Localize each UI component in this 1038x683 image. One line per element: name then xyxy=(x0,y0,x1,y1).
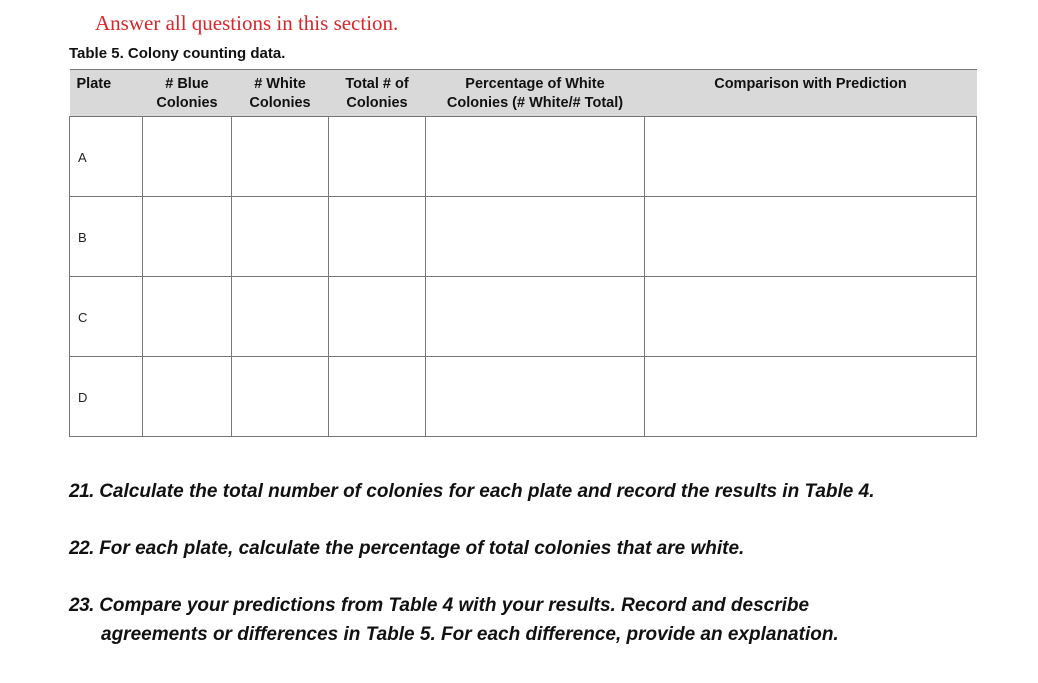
header-percentage-white xyxy=(426,70,645,117)
total-colonies-cell[interactable] xyxy=(329,197,426,277)
table-row xyxy=(70,277,977,357)
header-total-line1: Total # of xyxy=(345,76,409,92)
table-row xyxy=(70,357,977,437)
total-colonies-cell[interactable] xyxy=(329,357,426,437)
comparison-cell[interactable] xyxy=(645,117,977,197)
blue-colonies-cell[interactable] xyxy=(143,277,232,357)
question-number: 22. xyxy=(69,538,94,559)
header-blue-line2: Colonies xyxy=(156,95,218,111)
blue-colonies-cell[interactable] xyxy=(143,117,232,197)
header-total-line2: Colonies xyxy=(346,95,408,111)
header-blue-colonies xyxy=(143,70,232,117)
plate-label-cell: B xyxy=(70,197,143,277)
comparison-cell[interactable] xyxy=(645,357,977,437)
question-21 xyxy=(69,477,875,506)
header-plate xyxy=(70,70,143,117)
total-colonies-cell[interactable] xyxy=(329,117,426,197)
percentage-white-cell[interactable] xyxy=(426,357,645,437)
header-percentage-line1: Percentage of White xyxy=(465,76,605,92)
header-total-colonies xyxy=(329,70,426,117)
percentage-white-cell[interactable] xyxy=(426,277,645,357)
question-number: 23. xyxy=(69,595,94,616)
header-plate-text: Plate xyxy=(76,76,112,92)
table-caption: Table 5. Colony counting data. xyxy=(69,45,286,62)
blue-colonies-cell[interactable] xyxy=(143,357,232,437)
question-23 xyxy=(69,591,839,649)
section-instruction: Answer all questions in this section. xyxy=(95,11,399,35)
table-row xyxy=(70,197,977,277)
plate-label-cell: D xyxy=(70,357,143,437)
header-percentage-line2: Colonies (# White/# Total) xyxy=(446,95,624,111)
header-white-line1: # White xyxy=(254,76,306,92)
total-colonies-cell[interactable] xyxy=(329,277,426,357)
question-22 xyxy=(69,534,744,563)
question-text: Compare your predictions from Table 4 with your results. Record and describe xyxy=(99,595,810,616)
plate-label-cell: C xyxy=(70,277,143,357)
blue-colonies-cell[interactable] xyxy=(143,197,232,277)
colony-counting-table xyxy=(69,69,977,437)
percentage-white-cell[interactable] xyxy=(426,197,645,277)
question-number: 21. xyxy=(69,481,94,502)
question-text-continuation: agreements or differences in Table 5. For each difference, provide an explanation. xyxy=(101,624,839,645)
white-colonies-cell[interactable] xyxy=(232,117,329,197)
table-header-row xyxy=(70,70,977,117)
question-text: Calculate the total number of colonies for each plate and record the results in Table 4. xyxy=(99,481,875,502)
white-colonies-cell[interactable] xyxy=(232,197,329,277)
header-blue-line1: # Blue xyxy=(165,76,209,92)
percentage-white-cell[interactable] xyxy=(426,117,645,197)
header-comparison-text: Comparison with Prediction xyxy=(714,76,907,92)
header-white-line2: Colonies xyxy=(249,95,311,111)
header-comparison xyxy=(645,70,977,117)
comparison-cell[interactable] xyxy=(645,277,977,357)
plate-label-cell: A xyxy=(70,117,143,197)
header-white-colonies xyxy=(232,70,329,117)
white-colonies-cell[interactable] xyxy=(232,357,329,437)
comparison-cell[interactable] xyxy=(645,197,977,277)
white-colonies-cell[interactable] xyxy=(232,277,329,357)
question-text: For each plate, calculate the percentage of total colonies that are white. xyxy=(99,538,745,559)
table-row xyxy=(70,117,977,197)
